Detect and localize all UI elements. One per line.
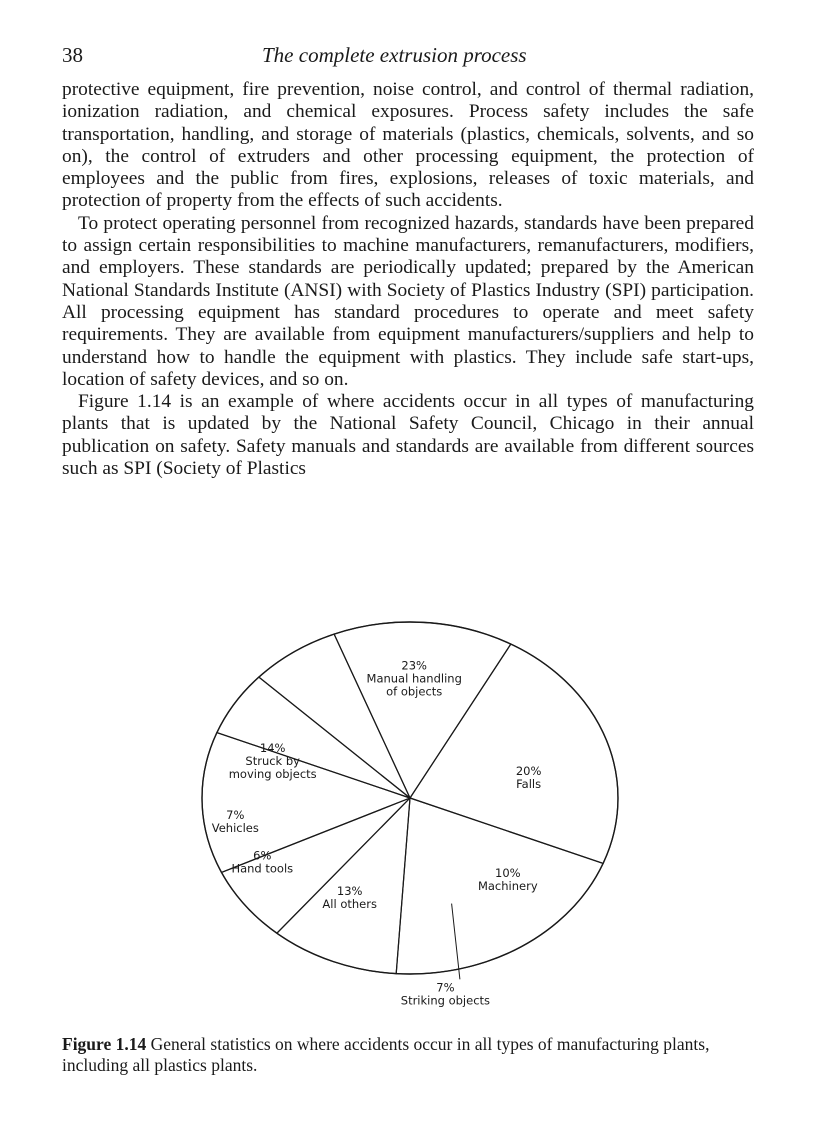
- caption-label: Figure 1.14: [62, 1034, 147, 1054]
- figure-caption: [62, 1034, 754, 1076]
- page-header: [62, 43, 754, 73]
- page-number: 38: [62, 43, 83, 67]
- pie-label-struck-by-moving-objects: 14% Struck by moving objects: [228, 741, 317, 782]
- pie-label-striking-objects: 7% Striking objects: [400, 980, 491, 1008]
- pie-label-hand-tools: 6% Hand tools: [231, 848, 294, 876]
- pie-label-machinery: 10% Machinery: [477, 866, 538, 894]
- caption-text: General statistics on where accidents occur in all types of manufacturing plants, including all plastics plants.: [62, 1034, 710, 1075]
- pie-label-manual-handling-of-objects: 23% Manual handling of objects: [366, 658, 462, 699]
- paragraph-3: Figure 1.14 is an example of where accidents occur in all types of manufacturing plants that is updated by the National Safety Council, Chicago in their annual publication on safety. Safety manuals and standards are available from different sources such as SPI (Society of Plastics: [62, 391, 754, 480]
- paragraph-1: protective equipment, fire prevention, noise control, and control of thermal radiation, ionization radiation, and chemical exposures. Process safety includes the safe transportation, handling, and storage of materials (plastics, chemicals, solvents, and so on), the control of extruders and other processing equipment, the protection of employees and the public from fires, explosions, releases of toxic materials, and protection of property from the effects of such accidents.: [62, 79, 754, 212]
- pie-label-all-others: 13% All others: [322, 883, 377, 911]
- body-text: [62, 79, 754, 480]
- pie-chart-figure: [190, 612, 630, 1022]
- running-title: The complete extrusion process: [262, 43, 527, 67]
- pie-chart: [190, 612, 630, 1022]
- paragraph-2: To protect operating personnel from recognized hazards, standards have been prepared to assign certain responsibilities to machine manufacturers, remanufacturers, modifiers, and employers. These standards are periodically updated; prepared by the American National Standards Institute (ANSI) with Society of Plastics Industry (SPI) participation. All processing equipment has standard procedures to operate and meet safety requirements. They are available from equipment manufacturers/suppliers and help to understand how to handle the equipment with plastics. They include safe start-ups, location of safety devices, and so on.: [62, 212, 754, 390]
- pie-label-falls: 20% Falls: [515, 764, 542, 792]
- pie-label-vehicles: 7% Vehicles: [211, 808, 259, 836]
